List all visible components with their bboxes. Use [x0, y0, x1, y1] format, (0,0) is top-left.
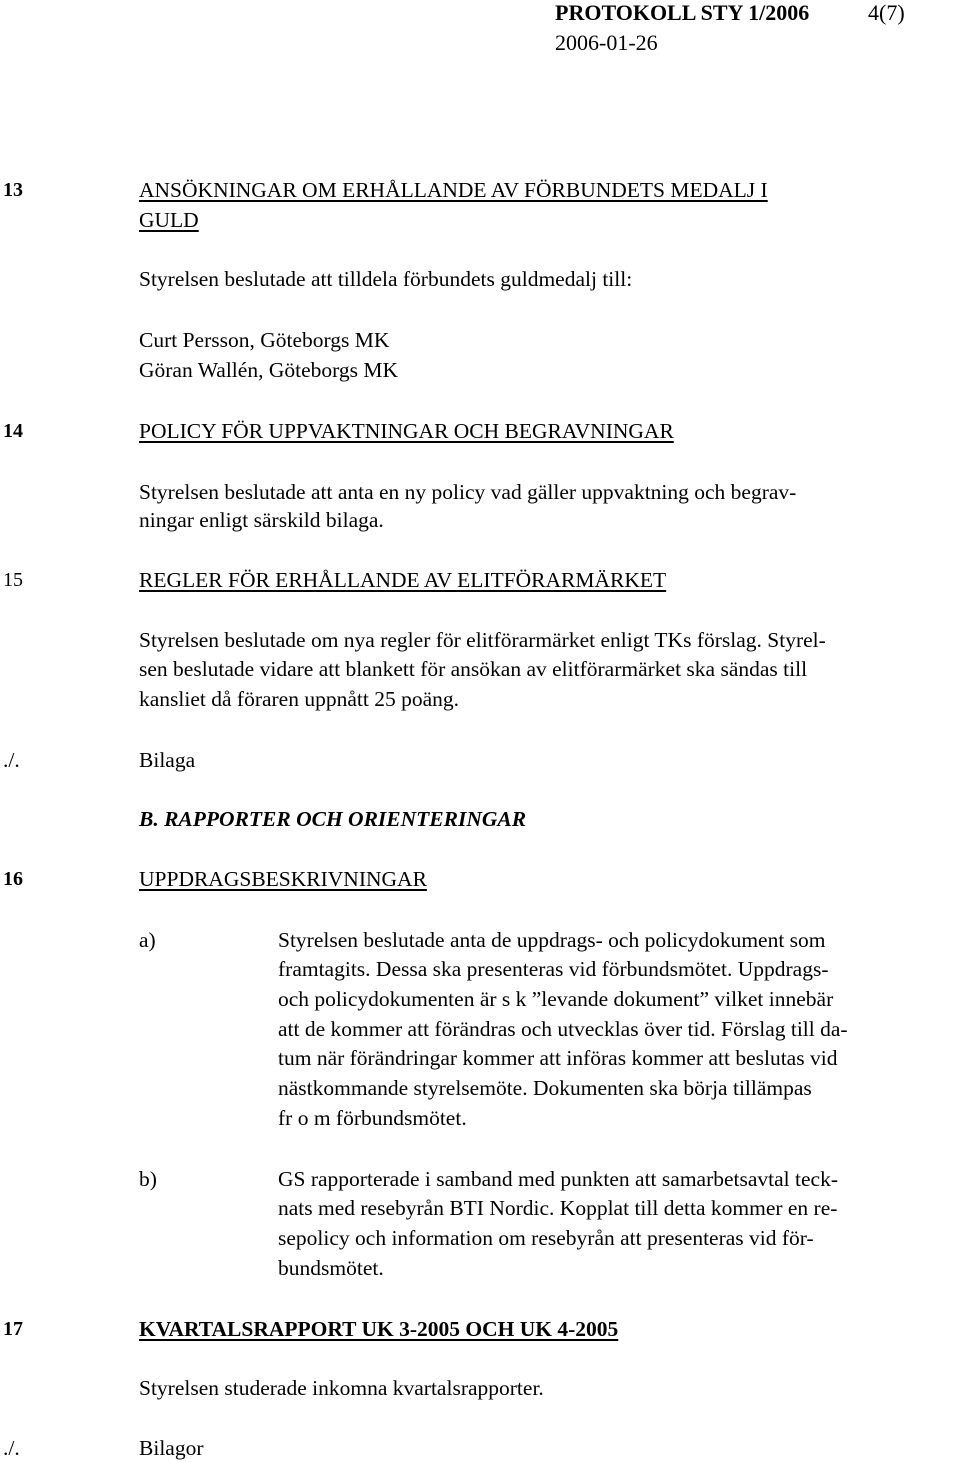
- section-14-number: 14: [3, 420, 23, 442]
- section-16-item-b-line: nats med resebyrån BTI Nordic. Kopplat till detta kommer en re-: [278, 1196, 838, 1220]
- section-16-item-a-line: framtagits. Dessa ska presenteras vid förbundsmötet. Uppdrags-: [278, 957, 829, 981]
- section-13-heading-line2: GULD: [139, 208, 199, 232]
- section-17-attachment-marker: ./.: [3, 1436, 20, 1460]
- section-17-heading: KVARTALSRAPPORT UK 3-2005 OCH UK 4-2005: [139, 1317, 619, 1341]
- section-15-number: 15: [3, 569, 23, 591]
- section-13-recipient: Göran Wallén, Göteborgs MK: [139, 358, 399, 382]
- section-16-item-a-label: a): [139, 928, 156, 952]
- section-13-number: 13: [3, 179, 23, 201]
- part-b-heading: B. RAPPORTER OCH ORIENTERINGAR: [139, 807, 527, 831]
- section-16-item-a-line: nästkommande styrelsemöte. Dokumenten ska börja tillämpas: [278, 1076, 812, 1100]
- document-date: 2006-01-26: [555, 30, 658, 55]
- section-16-item-b-label: b): [139, 1167, 157, 1191]
- section-15-text-line: kansliet då föraren uppnått 25 poäng.: [139, 687, 460, 711]
- section-16-item-a-line: Styrelsen beslutade anta de uppdrags- och policydokument som: [278, 928, 826, 952]
- section-13-text: Styrelsen beslutade att tilldela förbundets guldmedalj till:: [139, 267, 633, 291]
- section-15-attachment-label: Bilaga: [139, 748, 196, 772]
- document-title: PROTOKOLL STY 1/2006: [555, 0, 810, 25]
- section-15-heading: REGLER FÖR ERHÅLLANDE AV ELITFÖRARMÄRKET: [139, 568, 667, 592]
- section-16-item-b-line: bundsmötet.: [278, 1256, 384, 1280]
- section-17-number: 17: [3, 1318, 23, 1340]
- section-16-item-a-line: tum när förändringar kommer att införas kommer att beslutas vid: [278, 1046, 838, 1070]
- section-17-text: Styrelsen studerade inkomna kvartalsrapporter.: [139, 1376, 544, 1400]
- section-14-heading: POLICY FÖR UPPVAKTNINGAR OCH BEGRAVNINGAR: [139, 419, 674, 443]
- section-15-text-line: sen beslutade vidare att blankett för ansökan av elitförarmärket ska sändas till: [139, 657, 808, 681]
- section-16-item-b-line: GS rapporterade i samband med punkten att samarbetsavtal teck-: [278, 1167, 838, 1191]
- section-13-recipient: Curt Persson, Göteborgs MK: [139, 328, 390, 352]
- section-15-attachment-marker: ./.: [3, 748, 20, 772]
- page-number: 4(7): [868, 0, 905, 25]
- section-16-number: 16: [3, 868, 23, 890]
- section-14-text-line: Styrelsen beslutade att anta en ny policy vad gäller uppvaktning och begrav-: [139, 480, 797, 504]
- section-16-heading: UPPDRAGSBESKRIVNINGAR: [139, 867, 427, 891]
- section-15-text-line: Styrelsen beslutade om nya regler för elitförarmärket enligt TKs förslag. Styrel-: [139, 628, 826, 652]
- section-16-item-b-line: sepolicy och information om resebyrån att presenteras vid för-: [278, 1226, 814, 1250]
- section-16-item-a-line: att de kommer att förändras och utvecklas över tid. Förslag till da-: [278, 1017, 848, 1041]
- section-13-heading-line1: ANSÖKNINGAR OM ERHÅLLANDE AV FÖRBUNDETS MEDALJ I: [139, 178, 768, 202]
- section-17-attachment-label: Bilagor: [139, 1436, 204, 1460]
- section-16-item-a-line: fr o m förbundsmötet.: [278, 1106, 467, 1130]
- section-14-text-line: ningar enligt särskild bilaga.: [139, 508, 384, 532]
- section-16-item-a-line: och policydokumenten är s k ”levande dokument” vilket innebär: [278, 987, 834, 1011]
